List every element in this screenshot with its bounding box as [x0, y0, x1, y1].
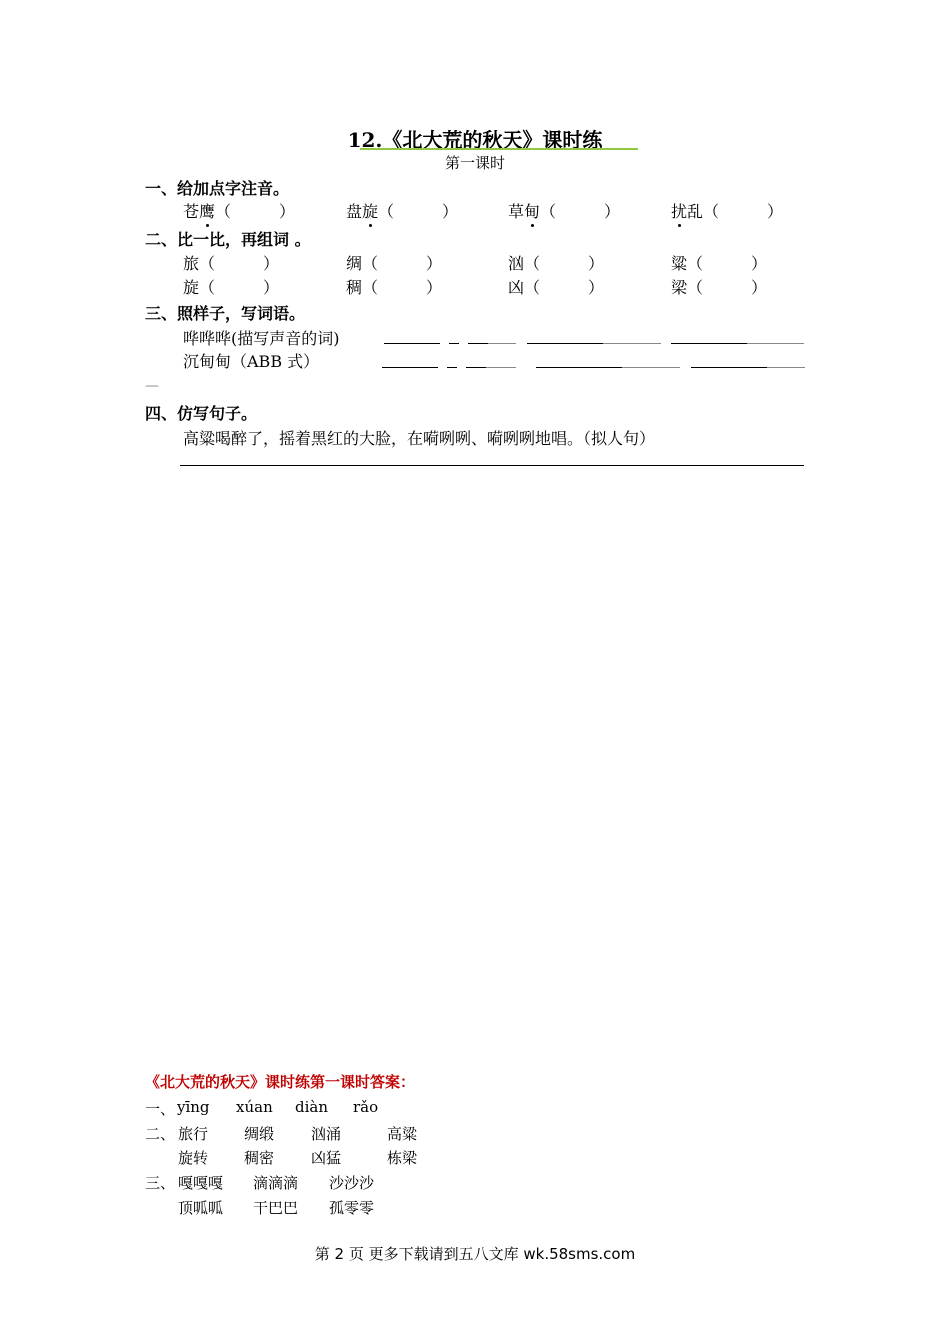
- answer-blank[interactable]: [486, 367, 516, 368]
- pinyin-item-text: 盘: [346, 202, 363, 221]
- pinyin-item-3: [508, 199, 620, 222]
- answer-blank[interactable]: [536, 367, 622, 368]
- answer-blank[interactable]: [691, 367, 767, 368]
- page-footer: 第 2 页 更多下载请到五八文库 wk.58sms.com: [314, 1245, 636, 1263]
- answer-label: 二、: [145, 1125, 176, 1143]
- answer-label: 一、: [145, 1100, 176, 1118]
- compare-item: 汹（ ）: [508, 254, 605, 273]
- answer-blank[interactable]: [447, 367, 457, 368]
- answer-blank[interactable]: [384, 343, 440, 344]
- sentence-answer-line[interactable]: [180, 465, 804, 466]
- answer-blank[interactable]: [449, 343, 459, 344]
- answer-item: 顶呱呱: [178, 1199, 224, 1217]
- pinyin-item-4: [671, 199, 783, 222]
- answer-blank[interactable]: [747, 343, 804, 344]
- answer-item: diàn: [295, 1098, 329, 1116]
- dotted-char: 旋: [362, 202, 379, 221]
- section1-heading: 一、给加点字注音。: [145, 179, 290, 198]
- pinyin-item-text: 苍: [183, 202, 200, 221]
- section2-heading: 二、比一比，再组词 。: [145, 230, 311, 249]
- stray-dash: —: [145, 378, 159, 394]
- answer-blank[interactable]: [527, 343, 603, 344]
- answer-paren: （ ）: [215, 202, 296, 221]
- page-subtitle: 第一课时: [444, 154, 505, 172]
- answer-item: 凶猛: [311, 1149, 342, 1167]
- answer-item: 旅行: [178, 1125, 209, 1143]
- compare-item: 绸（ ）: [346, 254, 443, 273]
- answer-blank[interactable]: [382, 367, 438, 368]
- answer-item: 嘎嘎嘎: [178, 1174, 224, 1192]
- dotted-char: 甸: [524, 202, 541, 221]
- model-sentence: 高粱喝醉了，摇着黑红的大脸，在嗬咧咧、嗬咧咧地唱。（拟人句）: [183, 429, 656, 448]
- answer-item: 孤零零: [329, 1199, 375, 1217]
- answer-item: xúan: [236, 1098, 273, 1116]
- answer-item: 干巴巴: [253, 1199, 299, 1217]
- answer-item: 沙沙沙: [329, 1174, 375, 1192]
- pinyin-item-2: [346, 199, 458, 222]
- pinyin-item-text: 草: [508, 202, 525, 221]
- compare-item: 粱（ ）: [671, 254, 768, 273]
- answer-blank[interactable]: [603, 343, 661, 344]
- answer-blank[interactable]: [466, 367, 486, 368]
- answer-title: 《北大荒的秋天》课时练第一课时答案：: [145, 1073, 416, 1091]
- example-line-2: 沉甸甸（ABB 式）: [183, 352, 320, 371]
- pinyin-item-text: 乱: [687, 202, 704, 221]
- compare-item: 旋（ ）: [183, 278, 280, 297]
- compare-item: 凶（ ）: [508, 278, 605, 297]
- answer-blank[interactable]: [671, 343, 747, 344]
- section3-heading: 三、照样子，写词语。: [145, 304, 306, 323]
- title-underline: [360, 148, 638, 150]
- page-title: 12.《北大荒的秋天》课时练: [347, 128, 603, 152]
- answer-item: 稠密: [244, 1149, 275, 1167]
- answer-label: 三、: [145, 1174, 176, 1192]
- answer-item: 汹涌: [311, 1125, 342, 1143]
- dotted-char: 鹰: [199, 202, 216, 221]
- answer-blank[interactable]: [622, 367, 680, 368]
- compare-item: 梁（ ）: [671, 278, 768, 297]
- answer-item: 滴滴滴: [253, 1174, 299, 1192]
- example-line-1: 哗哗哗(描写声音的词): [183, 329, 340, 348]
- answer-item: 高粱: [387, 1125, 418, 1143]
- compare-item: 旅（ ）: [183, 254, 280, 273]
- answer-blank[interactable]: [468, 343, 488, 344]
- answer-paren: （ ）: [378, 202, 459, 221]
- answer-item: rǎo: [353, 1098, 379, 1116]
- answer-paren: （ ）: [540, 202, 621, 221]
- pinyin-item-1: [183, 199, 295, 222]
- compare-item: 稠（ ）: [346, 278, 443, 297]
- section4-heading: 四、仿写句子。: [145, 404, 258, 423]
- answer-blank[interactable]: [488, 343, 516, 344]
- answer-item: 旋转: [178, 1149, 209, 1167]
- answer-blank[interactable]: [767, 367, 805, 368]
- answer-item: 栋梁: [387, 1149, 418, 1167]
- dotted-char: 扰: [671, 202, 688, 221]
- answer-paren: （ ）: [703, 202, 784, 221]
- answer-item: yīng: [177, 1098, 210, 1116]
- answer-item: 绸缎: [244, 1125, 275, 1143]
